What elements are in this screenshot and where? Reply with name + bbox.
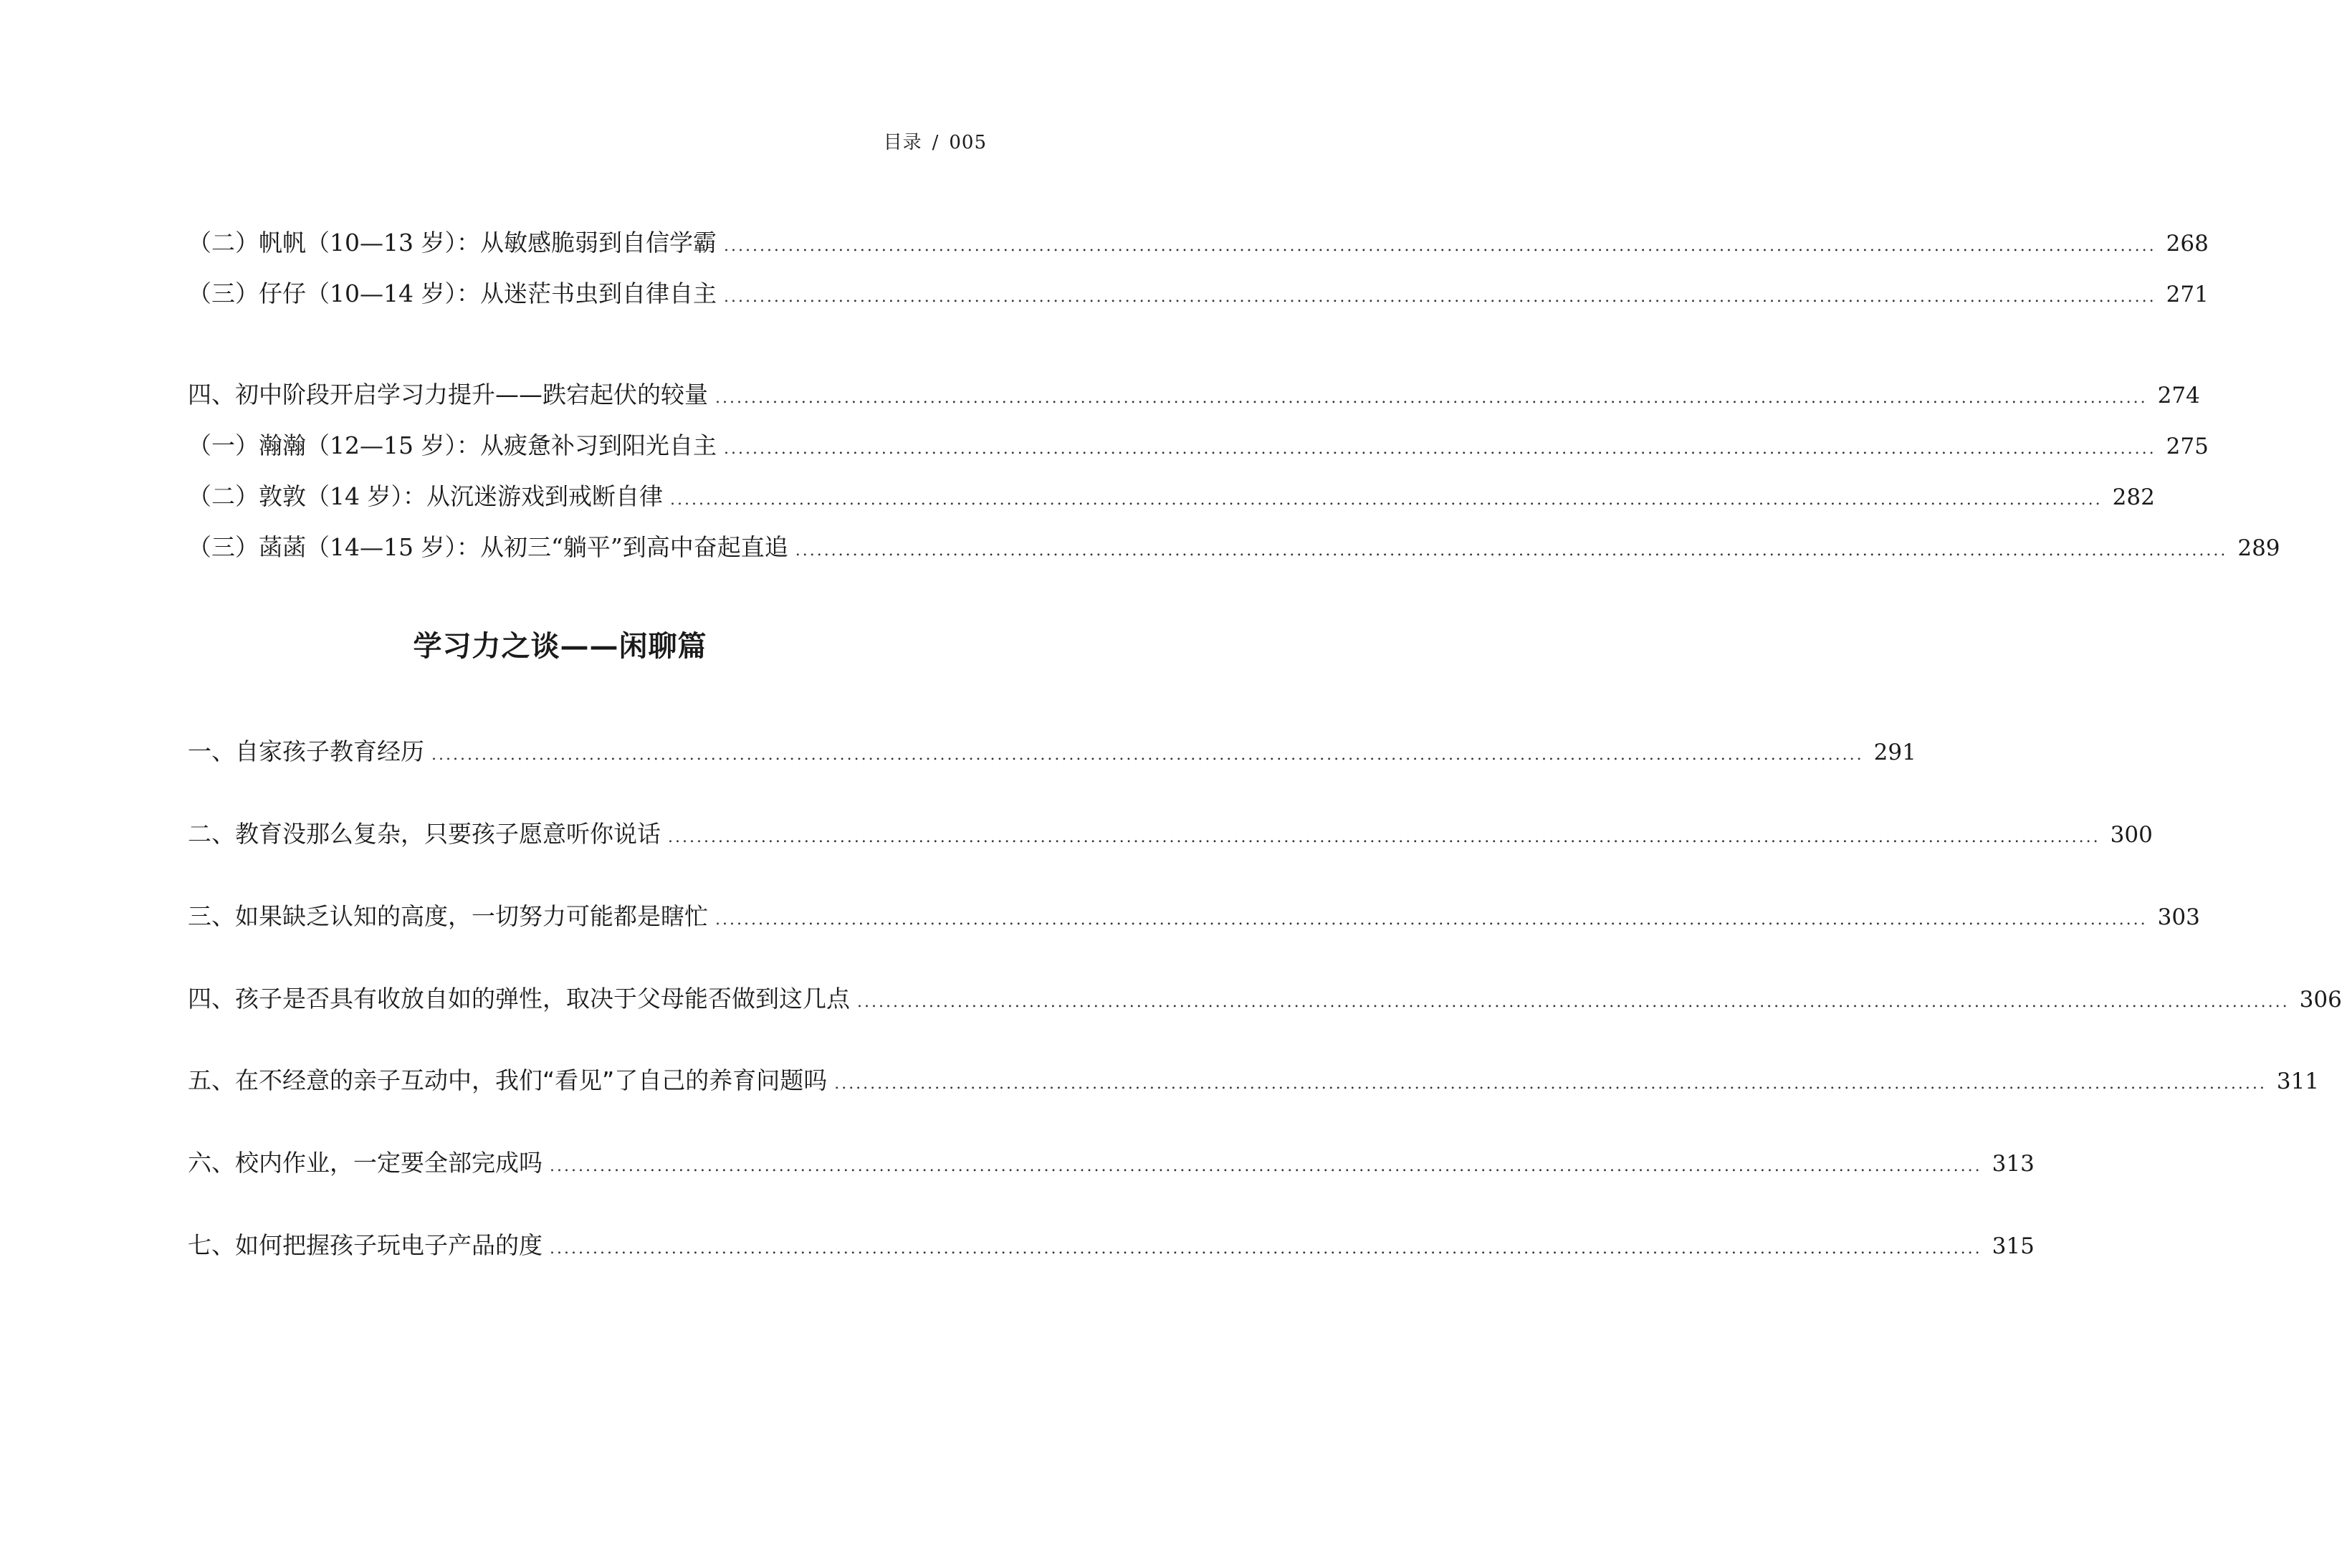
toc-entry-title: （三）仔仔（10—14 岁）：从迷茫书虫到自律自主 (188, 279, 717, 307)
toc-entry[interactable] (188, 529, 2280, 563)
toc-entry-title: 四、初中阶段开启学习力提升——跌宕起伏的较量 (188, 381, 708, 408)
toc-entry-title: 五、在不经意的亲子互动中，我们“看见”了自己的养育问题吗 (188, 1066, 828, 1094)
dot-leader: ........................................................................................................................................................................................................ (723, 288, 2156, 306)
header-label: 目录 (883, 132, 922, 153)
toc-entry[interactable] (188, 1144, 2035, 1178)
toc-entry-page: 315 (1992, 1233, 2035, 1259)
toc-entry[interactable] (188, 478, 2155, 512)
dot-leader: ........................................................................................................................................................................................................ (834, 1075, 2267, 1093)
toc-entry-page: 274 (2157, 383, 2200, 408)
dot-leader: ........................................................................................................................................................................................................ (723, 440, 2156, 458)
toc-entry-page: 291 (1873, 740, 1916, 765)
header-separator: / (932, 132, 940, 153)
toc-entry-page: 306 (2299, 987, 2342, 1013)
toc-entry-title: 一、自家孩子教育经历 (188, 737, 424, 765)
dot-leader: ........................................................................................................................................................................................................ (431, 746, 1864, 764)
toc-entry[interactable] (188, 275, 2209, 309)
toc-entry-page: 268 (2166, 231, 2209, 257)
toc-entry-title: 二、教育没那么复杂，只要孩子愿意听你说话 (188, 820, 661, 848)
dot-leader: ........................................................................................................................................................................................................ (550, 1240, 1982, 1258)
toc-entry[interactable] (188, 1227, 2035, 1261)
dot-leader: ........................................................................................................................................................................................................ (550, 1157, 1982, 1175)
dot-leader: ........................................................................................................................................................................................................ (668, 828, 2100, 846)
toc-entry[interactable] (188, 427, 2209, 461)
toc-entry-page: 282 (2112, 484, 2155, 510)
toc-entry[interactable] (188, 816, 2153, 849)
dot-leader: ........................................................................................................................................................................................................ (795, 542, 2228, 560)
toc-entry[interactable] (188, 898, 2200, 932)
toc-entry[interactable] (188, 376, 2200, 410)
toc-entry-page: 271 (2166, 282, 2209, 307)
toc-entry[interactable] (188, 1062, 2320, 1096)
toc-entry-page: 311 (2276, 1069, 2320, 1094)
toc-entry[interactable] (188, 733, 1916, 767)
toc-entry-title: （三）菡菡（14—15 岁）：从初三“躺平”到高中奋起直追 (188, 533, 788, 561)
dot-leader: ........................................................................................................................................................................................................ (723, 237, 2156, 255)
toc-entry-title: 七、如何把握孩子玩电子产品的度 (188, 1231, 543, 1259)
toc-entry-title: （二）敦敦（14 岁）：从沉迷游戏到戒断自律 (188, 482, 663, 510)
toc-entry-page: 303 (2157, 904, 2200, 930)
dot-leader: ........................................................................................................................................................................................................ (715, 389, 2148, 407)
toc-entry-page: 289 (2237, 535, 2280, 561)
section-heading: 学习力之谈——闲聊篇 (413, 629, 707, 663)
header-page-number: 005 (949, 132, 987, 153)
toc-entry[interactable] (188, 224, 2209, 258)
dot-leader: ........................................................................................................................................................................................................ (715, 911, 2148, 929)
dot-leader: ........................................................................................................................................................................................................ (669, 491, 2103, 509)
dot-leader: ........................................................................................................................................................................................................ (857, 993, 2290, 1011)
toc-entry-title: 四、孩子是否具有收放自如的弹性，取决于父母能否做到这几点 (188, 985, 850, 1013)
running-header (884, 128, 987, 154)
toc-entry-title: 六、校内作业，一定要全部完成吗 (188, 1149, 543, 1177)
toc-entry-page: 313 (1992, 1151, 2035, 1177)
toc-entry-page: 275 (2166, 434, 2209, 459)
toc-entry-title: 三、如果缺乏认知的高度，一切努力可能都是瞎忙 (188, 902, 708, 930)
toc-entry-page: 300 (2110, 822, 2153, 848)
toc-entry-title: （一）瀚瀚（12—15 岁）：从疲惫补习到阳光自主 (188, 431, 717, 459)
toc-entry-title: （二）帆帆（10—13 岁）：从敏感脆弱到自信学霸 (188, 229, 717, 257)
toc-entry[interactable] (188, 980, 2342, 1014)
